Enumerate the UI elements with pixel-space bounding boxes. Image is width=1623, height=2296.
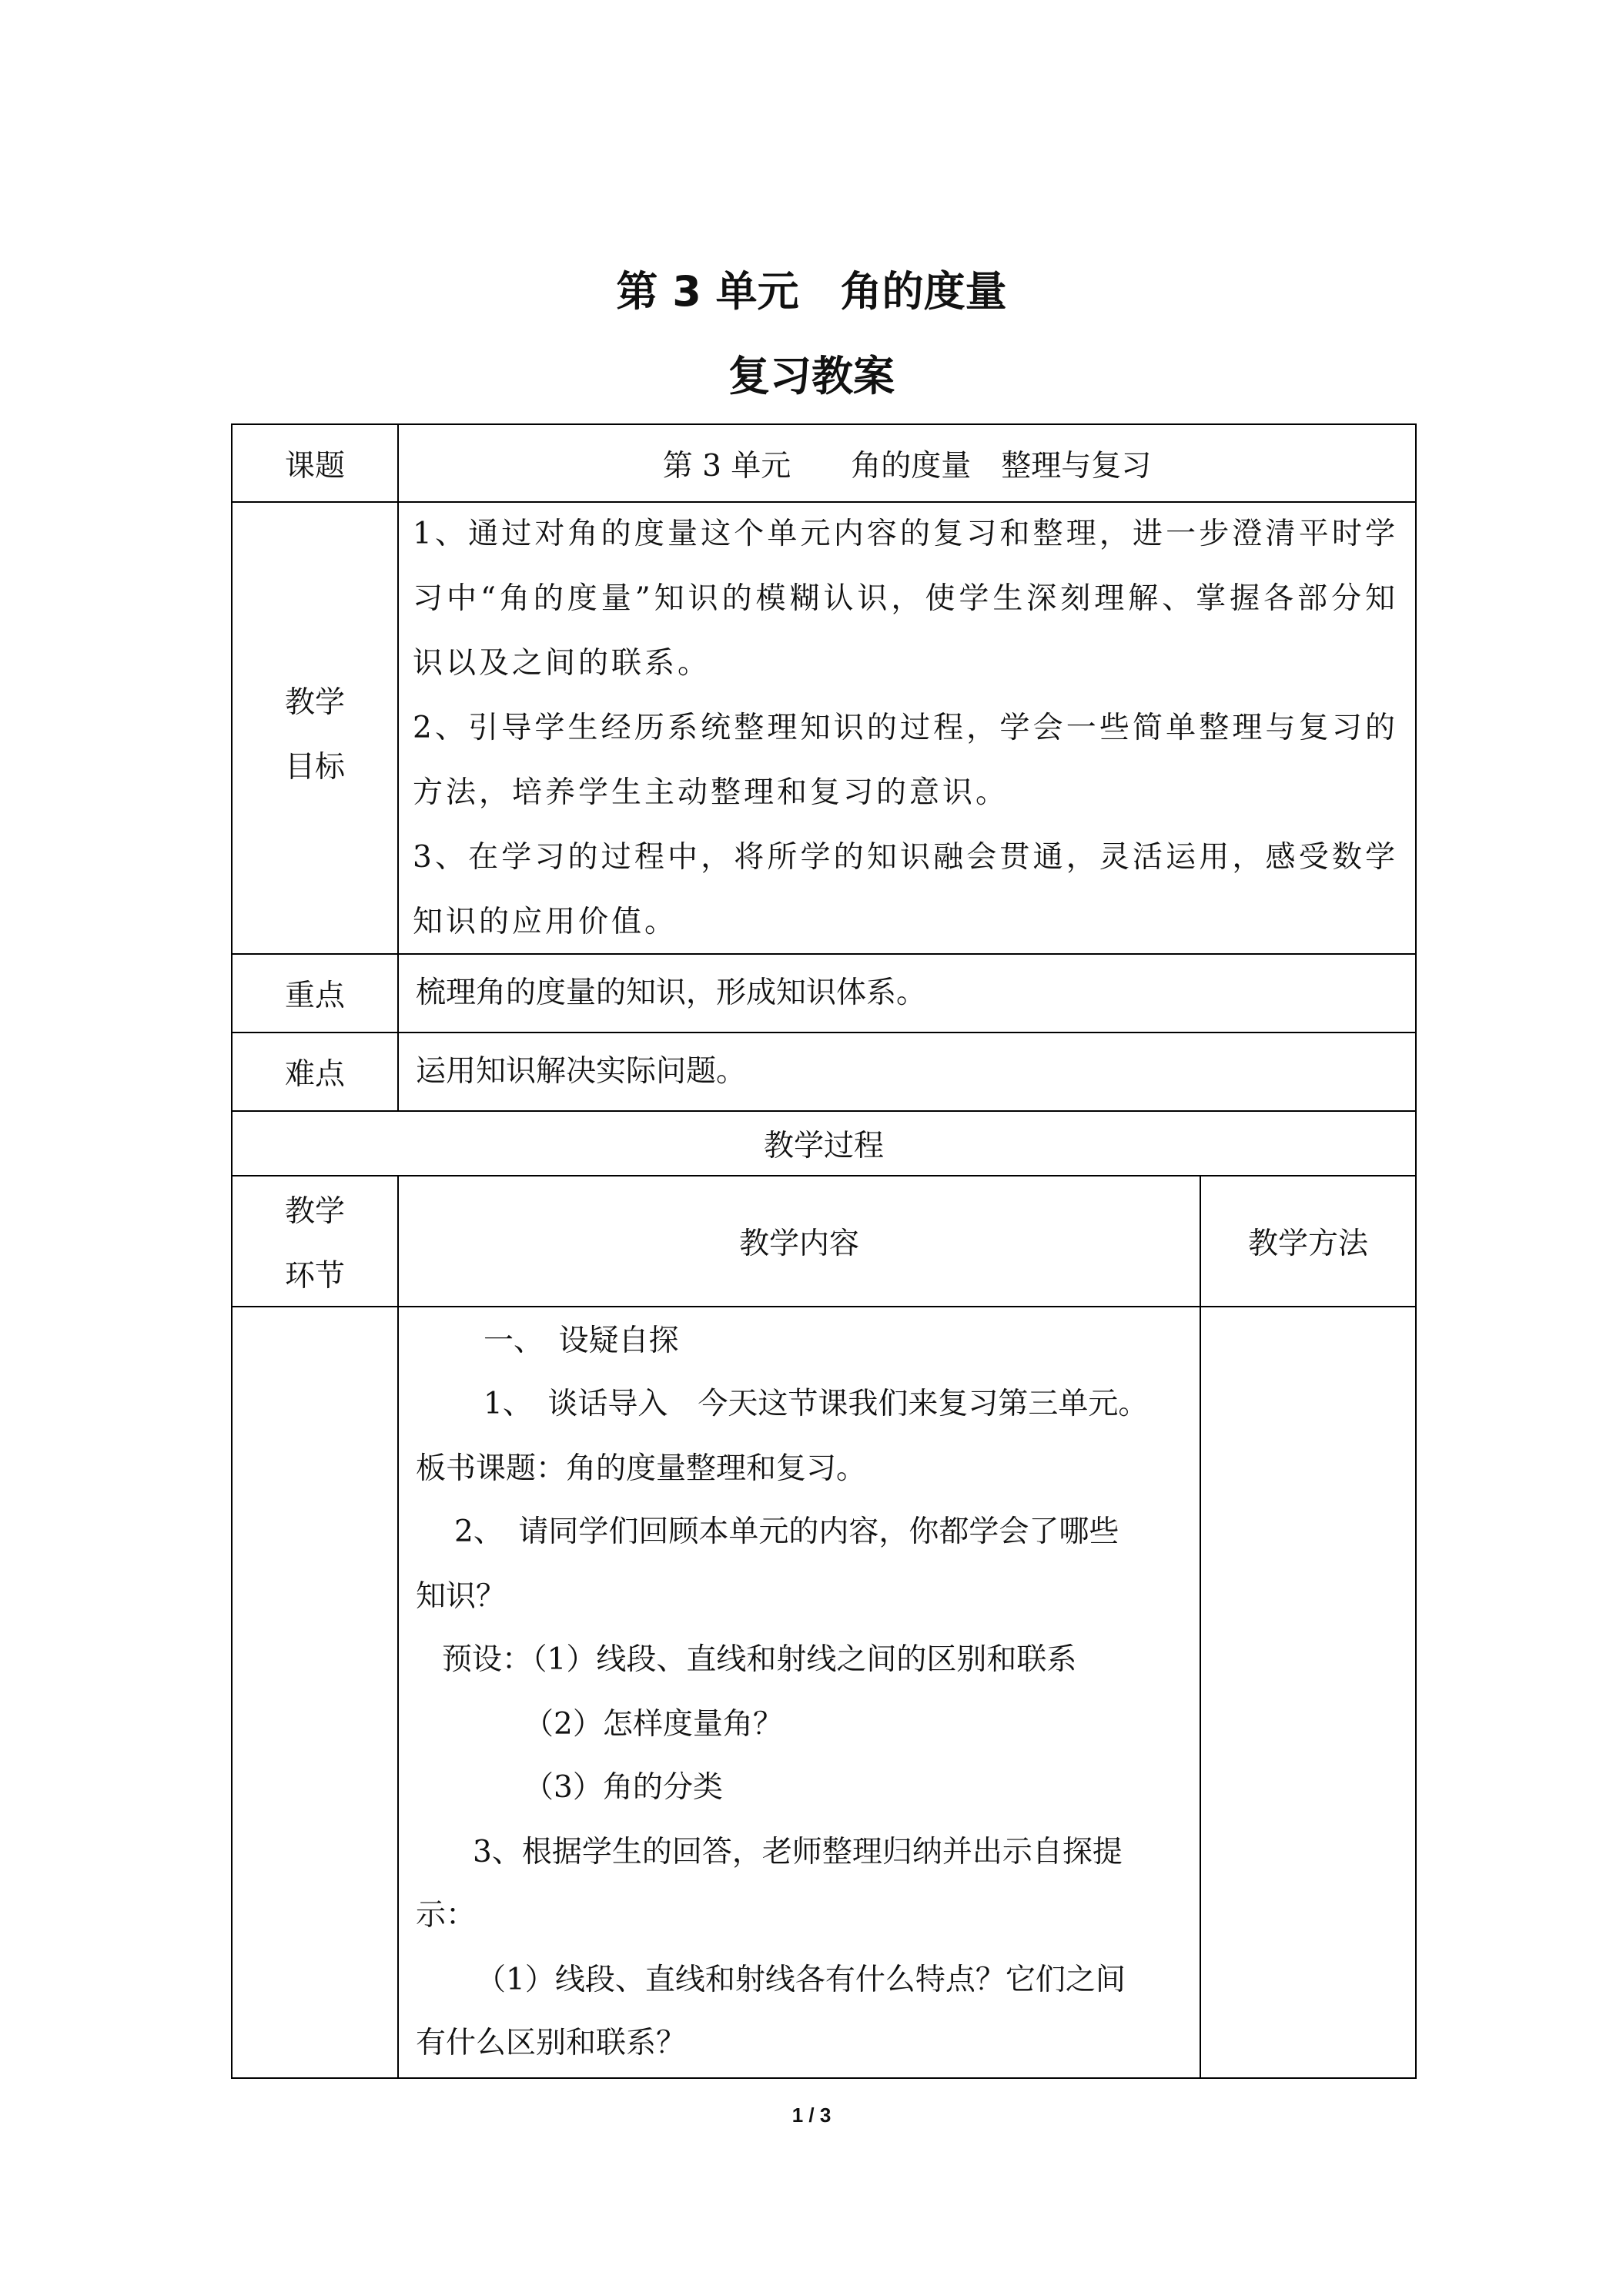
process-header: 教学过程 [763,1129,884,1163]
objective-item: 2、引导学生经历系统整理知识的过程，学会一些简单整理与复习的方法，培养学生主动整理和复习的意识。 [413,711,1398,810]
document-title: 第 3 单元 角的度量 [616,267,1007,316]
table-border-right [1415,423,1417,2079]
objectives-label-line1: 教学 [284,685,345,720]
table-border-bottom [231,2077,1417,2079]
content-line: （1）线段、直线和射线各有什么特点？它们之间 [476,1963,1126,1997]
content-line: 2、 请同学们回顾本单元的内容，你都学会了哪些 [454,1514,1119,1549]
content-line: 1、 谈话导入 今天这节课我们来复习第三单元。 [484,1387,1149,1421]
table-col-divider [397,423,399,1112]
difficulty-label: 难点 [284,1057,345,1092]
topic-label: 课题 [284,448,345,484]
document-subtitle: 复习教案 [728,352,895,400]
stage-header-line2: 环节 [284,1259,345,1294]
content-line: （3）角的分类 [524,1770,723,1805]
table-rule [231,1306,1417,1307]
content-line: 3、根据学生的回答，老师整理归纳并出示自探提 [473,1835,1123,1869]
table-col-divider [397,1175,399,2079]
objectives-label-line2: 目标 [284,750,345,785]
content-line: 示： [416,1898,477,1933]
page-number: 1 / 3 [791,2104,832,2127]
content-line: 一、 设疑自探 [484,1324,679,1358]
content-line: 预设：（1）线段、直线和射线之间的区别和联系 [442,1642,1077,1677]
objective-item: 3、在学习的过程中，将所学的知识融会贯通，灵活运用，感受数学知识的应用价值。 [413,840,1398,939]
stage-header [233,1176,397,1306]
key-point-value: 梳理角的度量的知识，形成知识体系。 [416,976,927,1010]
content-line: （2）怎样度量角？ [524,1707,783,1742]
objectives-label [233,503,397,953]
topic-value: 第 3 单元 角的度量 整理与复习 [662,448,1152,484]
difficulty-value: 运用知识解决实际问题。 [416,1054,747,1089]
table-col-divider [1200,1175,1201,2079]
key-point-label: 重点 [284,979,345,1013]
content-line: 板书课题：角的度量整理和复习。 [416,1451,867,1486]
objectives-text [413,502,1398,955]
content-header: 教学内容 [738,1227,859,1261]
stage-header-line1: 教学 [284,1194,345,1229]
objective-item: 1、通过对角的度量这个单元内容的复习和整理，进一步澄清平时学习中“角的度量”知识的模糊认识，使学生深刻理解、掌握各部分知识以及之间的联系。 [413,517,1398,681]
content-line: 有什么区别和联系？ [416,2026,687,2060]
content-line: 知识？ [416,1579,507,1614]
method-header: 教学方法 [1247,1227,1368,1261]
